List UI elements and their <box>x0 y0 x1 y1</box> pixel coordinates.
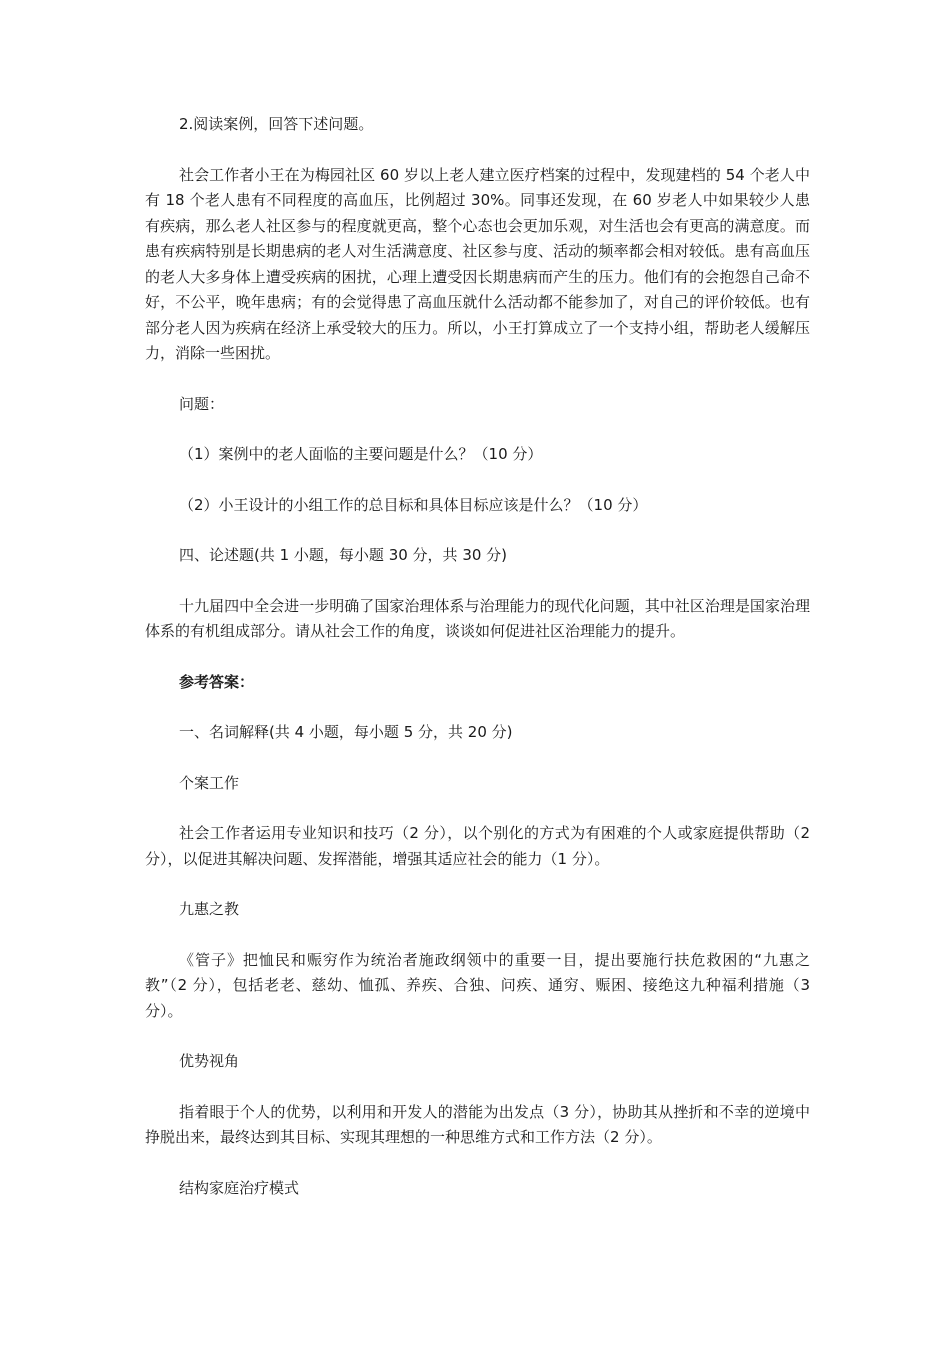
definition-strengths-perspective: 指着眼于个人的优势，以利用和开发人的潜能为出发点（3 分），协助其从挫折和不幸的逆境中挣脱出来，最终达到其目标、实现其理想的一种思维方式和工作方法（2 分）。 <box>145 1102 810 1146</box>
definition-jiuhui: 《管子》把恤民和赈穷作为统治者施政纲领中的重要一目，提出要施行扶危救困的“九惠之教”（2 分），包括老老、慈幼、恤孤、养疾、合独、问疾、通穷、赈困、接绝这九种福利措施（3 分）。 <box>145 950 810 1020</box>
question-2: （2）小王设计的小组工作的总目标和具体目标应该是什么？（10 分） <box>179 495 648 514</box>
definition-casework: 社会工作者运用专业知识和技巧（2 分），以个别化的方式为有困难的个人或家庭提供帮助（2 分），以促进其解决问题、发挥潜能，增强其适应社会的能力（1 分）。 <box>145 824 810 868</box>
term-strengths-perspective: 优势视角 <box>179 1052 240 1070</box>
question-1: （1）案例中的老人面临的主要问题是什么？（10 分） <box>179 445 543 463</box>
essay-question: 十九届四中全会进一步明确了国家治理体系与治理能力的现代化问题，其中社区治理是国家治理体系的有机组成部分。请从社会工作的角度，谈谈如何促进社区治理能力的提升。 <box>145 596 810 640</box>
essay-section-heading: 四、论述题(共 1 小题，每小题 30 分，共 30 分) <box>179 546 508 564</box>
term-jiuhui: 九惠之教 <box>179 900 240 918</box>
term-structural-family-therapy: 结构家庭治疗模式 <box>179 1178 300 1197</box>
reference-answers-heading: 参考答案： <box>179 672 255 691</box>
case-description: 社会工作者小王在为梅园社区 60 岁以上老人建立医疗档案的过程中，发现建档的 54 个老人中有 18 个老人患有不同程度的高血压，比例超过 30%。同事还发现，在 60 岁老人中如果较少人患有疾病，那么老人社区参与的程度就更高，整个心态也会更加乐观，对生活也会有更高的满意度。而患有疾病特别是长期患病的老人对生活满意度、社区参与度、活动的频率都会相对较低。患有高血压的老人大多身体上遭受疾病的困扰，心理上遭受因长期患病而产生的压力。他们有的会抱怨自己命不好，不公平，晚年患病；有的会觉得患了高血压就什么活动都不能参加了，对自己的评价较低。也有部分老人因为疾病在经济上承受较大的压力。所以，小王打算成立了一个支持小组，帮助老人缓解压力，消除一些困扰。 <box>145 165 810 362</box>
questions-label: 问题： <box>179 394 225 413</box>
term-casework: 个案工作 <box>179 773 240 792</box>
term-definition-section-heading: 一、名词解释(共 4 小题，每小题 5 分，共 20 分) <box>179 723 513 741</box>
document-body <box>145 112 810 1226</box>
case-question-heading: 2.阅读案例，回答下述问题。 <box>179 115 374 133</box>
